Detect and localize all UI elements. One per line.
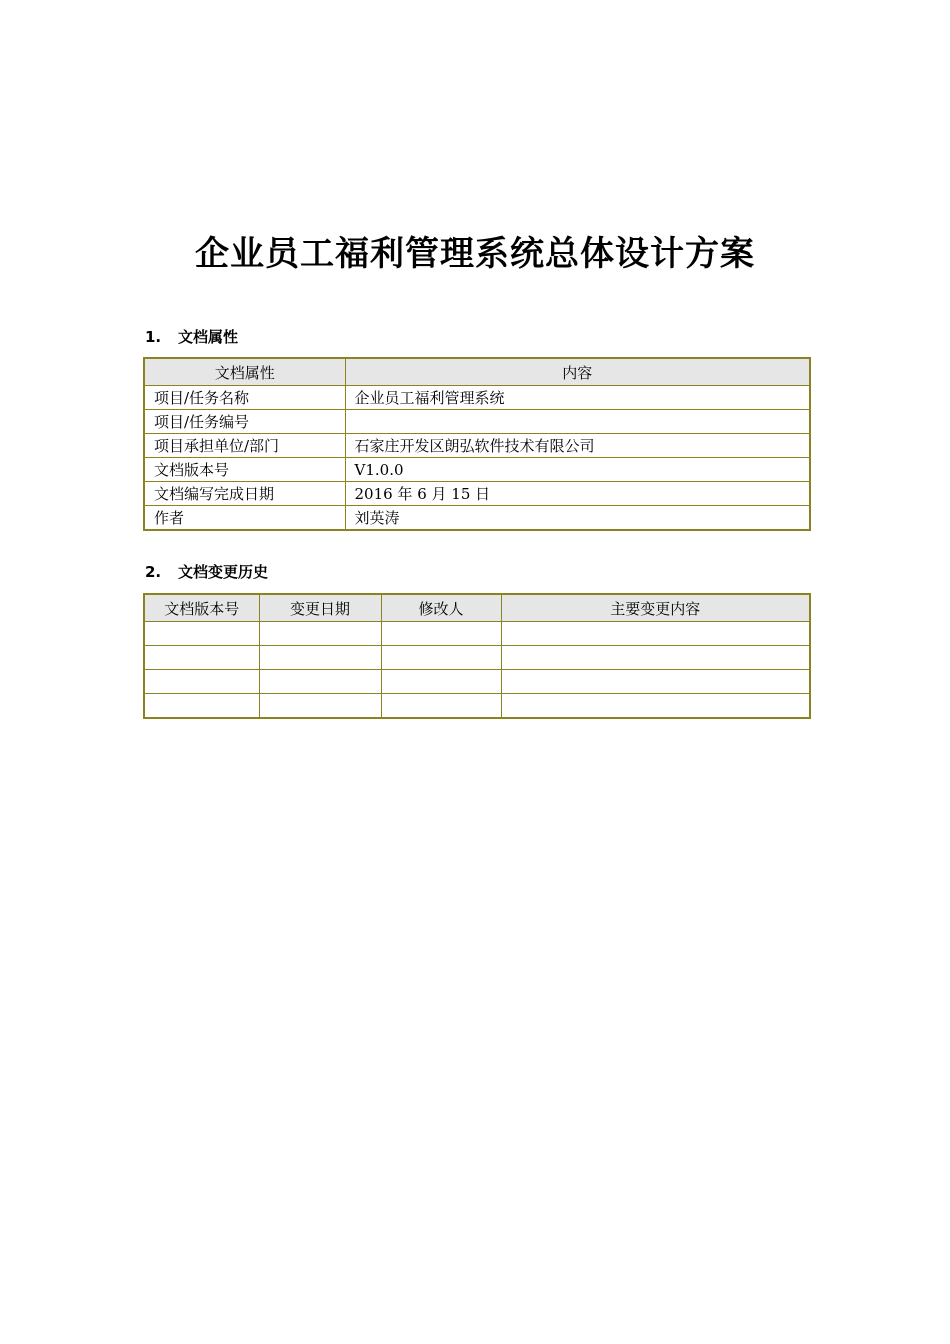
table-cell [381,622,501,646]
attribute-value: 企业员工福利管理系统 [345,386,810,410]
table-cell [259,646,381,670]
column-header: 文档属性 [144,358,345,386]
table-cell [501,622,810,646]
attribute-name: 文档编写完成日期 [144,482,345,506]
table-row [144,482,810,506]
change-history-table [143,593,811,719]
table-row [144,506,810,531]
attributes-table [143,357,811,531]
section-heading-change-history [145,561,268,582]
table-cell [144,670,259,694]
document-title: 企业员工福利管理系统总体设计方案 [195,234,755,274]
table-header-row [144,594,810,622]
section-number: 1. [145,328,162,346]
table-row [144,670,810,694]
column-header: 内容 [345,358,810,386]
table-cell [144,694,259,719]
section-title: 文档属性 [178,328,239,346]
table-row [144,434,810,458]
attribute-value: 石家庄开发区朗弘软件技术有限公司 [345,434,810,458]
attribute-value: 2016 年 6 月 15 日 [345,482,810,506]
table-row [144,694,810,719]
table-row [144,646,810,670]
table-cell [259,670,381,694]
table-cell [144,622,259,646]
table-cell [259,694,381,719]
table-cell [144,646,259,670]
column-header: 变更日期 [259,594,381,622]
attribute-value: 刘英涛 [345,506,810,531]
table-header-row [144,358,810,386]
attribute-value: V1.0.0 [345,458,810,482]
section-heading-attributes [145,326,238,347]
attribute-name: 文档版本号 [144,458,345,482]
table-cell [501,694,810,719]
table-cell [381,670,501,694]
table-cell [381,646,501,670]
table-row [144,386,810,410]
attribute-name: 项目承担单位/部门 [144,434,345,458]
table-cell [381,694,501,719]
column-header: 文档版本号 [144,594,259,622]
table-row [144,410,810,434]
attribute-value [345,410,810,434]
attribute-name: 项目/任务名称 [144,386,345,410]
table-row [144,458,810,482]
table-row [144,622,810,646]
table-cell [501,646,810,670]
table-cell [501,670,810,694]
column-header: 主要变更内容 [501,594,810,622]
column-header: 修改人 [381,594,501,622]
attribute-name: 项目/任务编号 [144,410,345,434]
section-title: 文档变更历史 [178,563,269,581]
attribute-name: 作者 [144,506,345,531]
section-number: 2. [145,563,162,581]
table-cell [259,622,381,646]
